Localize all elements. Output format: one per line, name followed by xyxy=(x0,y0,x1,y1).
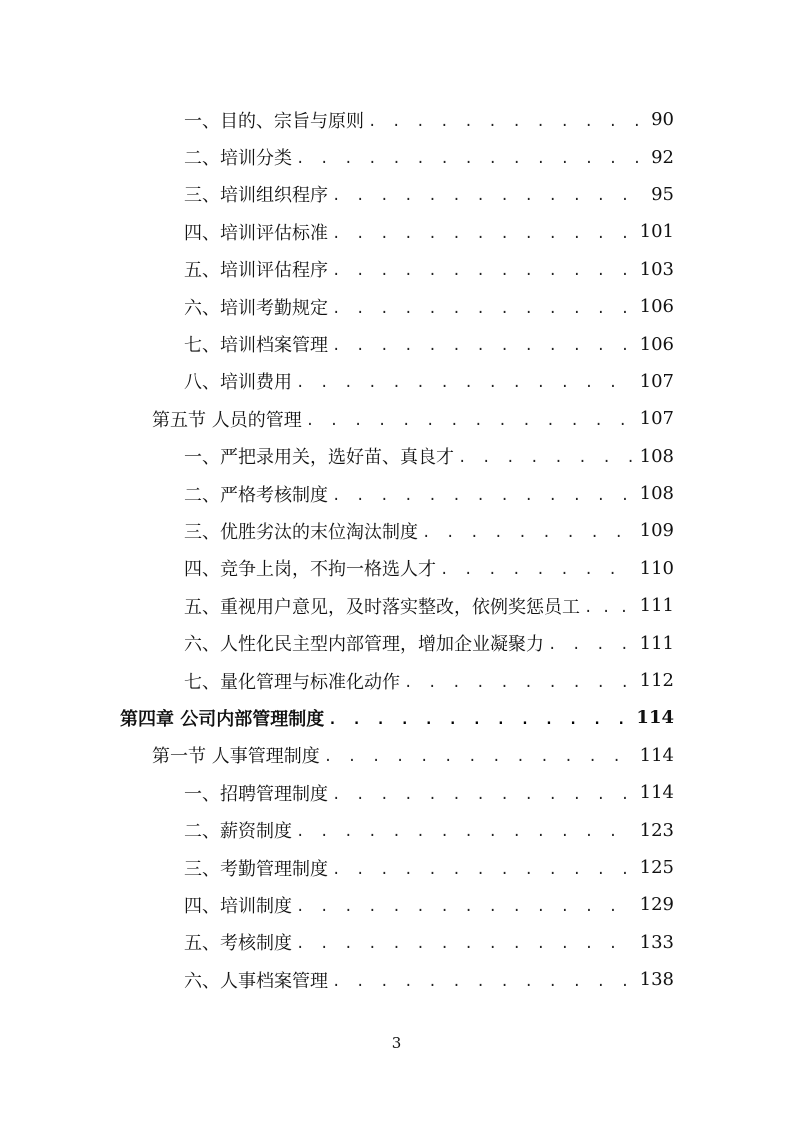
toc-dot-leader xyxy=(328,707,630,729)
toc-entry-label: 一、严把录用关，选好苗、真良才 xyxy=(184,443,458,469)
toc-entry[interactable] xyxy=(0,363,674,400)
toc-entry[interactable] xyxy=(0,587,674,624)
toc-entry-label: 四、培训评估标准 xyxy=(184,219,332,245)
toc-entry[interactable] xyxy=(0,924,674,961)
toc-entry-label: 五、重视用户意见，及时落实整改，依例奖惩员工 xyxy=(184,593,584,619)
toc-dot-leader xyxy=(332,258,634,280)
toc-entry-label: 第一节 人事管理制度 xyxy=(152,742,324,768)
toc-dot-leader xyxy=(332,969,634,991)
toc-dot-leader xyxy=(296,146,645,168)
toc-entry-label: 一、目的、宗旨与原则 xyxy=(184,107,368,133)
toc-entry-label: 一、招聘管理制度 xyxy=(184,780,332,806)
toc-dot-leader xyxy=(332,483,634,505)
toc-entry[interactable] xyxy=(0,101,674,138)
toc-page-number: 107 xyxy=(639,370,674,392)
toc-entry-label: 三、考勤管理制度 xyxy=(184,855,332,881)
toc-entry[interactable] xyxy=(0,475,674,512)
toc-entry-label: 第四章 公司内部管理制度 xyxy=(120,705,328,731)
toc-entry[interactable] xyxy=(0,325,674,362)
toc-dot-leader xyxy=(306,408,634,430)
toc-entry-label: 二、培训分类 xyxy=(184,144,296,170)
toc-page-number: 138 xyxy=(639,969,674,991)
toc-dot-leader xyxy=(368,109,645,131)
toc-page-number: 110 xyxy=(639,557,674,579)
toc-dot-leader xyxy=(296,894,634,916)
toc-entry-label: 二、薪资制度 xyxy=(184,817,296,843)
toc-page-number: 114 xyxy=(636,707,674,729)
toc-dot-leader xyxy=(422,520,634,542)
toc-entry-label: 四、竞争上岗，不拘一格选人才 xyxy=(184,555,440,581)
toc-entry-label: 第五节 人员的管理 xyxy=(152,406,306,432)
toc-dot-leader xyxy=(584,595,634,617)
toc-dot-leader xyxy=(404,670,634,692)
toc-page-number: 123 xyxy=(639,819,674,841)
toc-entry-label: 三、培训组织程序 xyxy=(184,181,332,207)
toc-dot-leader xyxy=(296,819,634,841)
toc-entry[interactable] xyxy=(0,138,674,175)
toc-entry-label: 五、考核制度 xyxy=(184,929,296,955)
toc-entry-label: 六、人事档案管理 xyxy=(184,967,332,993)
toc-dot-leader xyxy=(324,744,634,766)
toc-page-number: 111 xyxy=(639,632,674,654)
toc-entry[interactable] xyxy=(0,288,674,325)
toc-entry-label: 八、培训费用 xyxy=(184,368,296,394)
toc-dot-leader xyxy=(296,370,634,392)
toc-entry-label: 六、人性化民主型内部管理，增加企业凝聚力 xyxy=(184,630,548,656)
table-of-contents xyxy=(0,101,793,998)
toc-entry-label: 三、优胜劣汰的末位淘汰制度 xyxy=(184,518,422,544)
toc-dot-leader xyxy=(332,221,634,243)
toc-page-number: 92 xyxy=(651,146,674,168)
toc-page-number: 103 xyxy=(639,258,674,280)
toc-page-number: 114 xyxy=(639,782,674,804)
toc-entry-label: 七、培训档案管理 xyxy=(184,331,332,357)
toc-page-number: 108 xyxy=(639,483,674,505)
toc-page-number: 95 xyxy=(651,183,674,205)
toc-section-entry[interactable] xyxy=(0,400,674,437)
toc-section-entry[interactable] xyxy=(0,737,674,774)
toc-page-number: 107 xyxy=(639,408,674,430)
toc-entry[interactable] xyxy=(0,624,674,661)
toc-entry[interactable] xyxy=(0,774,674,811)
toc-entry[interactable] xyxy=(0,251,674,288)
toc-page-number: 114 xyxy=(639,744,674,766)
toc-entry[interactable] xyxy=(0,550,674,587)
toc-page-number: 129 xyxy=(639,894,674,916)
toc-entry[interactable] xyxy=(0,176,674,213)
toc-dot-leader xyxy=(458,445,634,467)
toc-entry[interactable] xyxy=(0,886,674,923)
toc-entry[interactable] xyxy=(0,849,674,886)
toc-page-number: 133 xyxy=(639,931,674,953)
toc-entry-label: 五、培训评估程序 xyxy=(184,256,332,282)
toc-page-number: 106 xyxy=(639,333,674,355)
toc-entry[interactable] xyxy=(0,811,674,848)
toc-page-number: 101 xyxy=(639,221,674,243)
toc-dot-leader xyxy=(296,931,634,953)
toc-dot-leader xyxy=(548,632,634,654)
toc-page-number: 125 xyxy=(639,857,674,878)
toc-page-number: 112 xyxy=(639,670,674,692)
toc-page-number: 90 xyxy=(651,109,674,131)
toc-dot-leader xyxy=(332,333,634,355)
toc-chapter-entry[interactable] xyxy=(0,699,674,736)
toc-entry[interactable] xyxy=(0,512,674,549)
toc-page-number: 106 xyxy=(639,296,674,318)
toc-entry-label: 四、培训制度 xyxy=(184,892,296,918)
toc-entry-label: 六、培训考勤规定 xyxy=(184,294,332,320)
toc-dot-leader xyxy=(440,557,634,579)
toc-entry[interactable] xyxy=(0,213,674,250)
toc-page-number: 109 xyxy=(639,520,674,542)
toc-entry[interactable] xyxy=(0,662,674,699)
toc-page-number: 111 xyxy=(639,595,674,617)
toc-dot-leader xyxy=(332,183,645,205)
toc-entry-label: 七、量化管理与标准化动作 xyxy=(184,668,404,694)
toc-dot-leader xyxy=(332,782,634,804)
toc-entry[interactable] xyxy=(0,438,674,475)
toc-page-number: 108 xyxy=(639,445,674,467)
page-number-footer: 3 xyxy=(391,1034,402,1052)
toc-entry-label: 二、严格考核制度 xyxy=(184,481,332,507)
toc-dot-leader xyxy=(332,296,634,318)
toc-entry[interactable] xyxy=(0,961,674,998)
toc-dot-leader xyxy=(332,857,634,879)
